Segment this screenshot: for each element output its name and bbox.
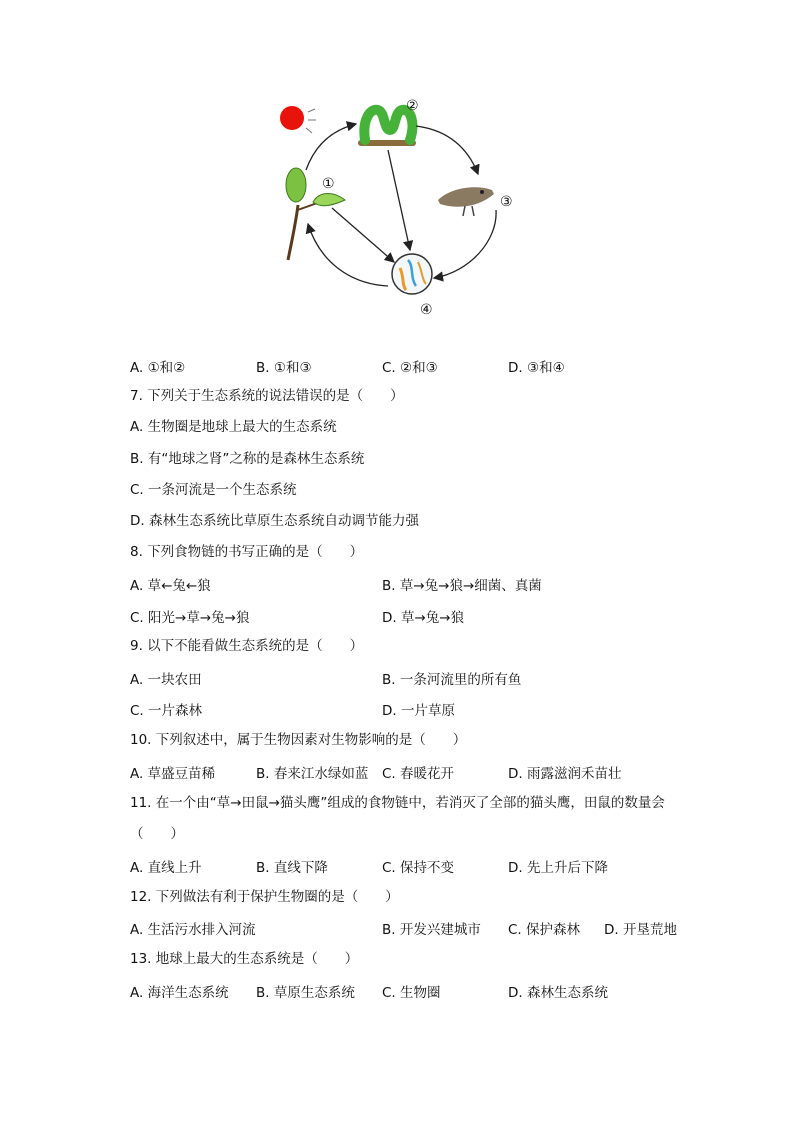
q6-option-d[interactable]: D. ③和④ (508, 360, 565, 376)
label-3: ③ (500, 194, 513, 210)
q13-option-b[interactable]: B. 草原生态系统 (256, 985, 355, 1001)
q9-option-a[interactable]: A. 一块农田 (130, 672, 202, 688)
q11-option-d[interactable]: D. 先上升后下降 (508, 860, 608, 876)
q7-stem: 7. 下列关于生态系统的说法错误的是（ ） (130, 388, 404, 404)
q10-option-d[interactable]: D. 雨露滋润禾苗壮 (508, 766, 622, 782)
q11-option-a[interactable]: A. 直线上升 (130, 860, 202, 876)
q11-stem-bracket: （ ） (130, 826, 184, 842)
q8-option-b[interactable]: B. 草→兔→狼→细菌、真菌 (382, 578, 542, 594)
q7-option-b[interactable]: B. 有“地球之肾”之称的是森林生态系统 (130, 451, 365, 467)
q7-option-d[interactable]: D. 森林生态系统比草原生态系统自动调节能力强 (130, 513, 419, 529)
q10-option-a[interactable]: A. 草盛豆苗稀 (130, 766, 216, 782)
label-2: ② (406, 98, 419, 114)
q10-option-b[interactable]: B. 春来江水绿如蓝 (256, 766, 369, 782)
q13-option-c[interactable]: C. 生物圈 (382, 985, 441, 1001)
bird-icon (438, 187, 494, 216)
q11-stem: 11. 在一个由“草→田鼠→猫头鹰”组成的食物链中，若消灭了全部的猫头鹰，田鼠的数量会 (130, 795, 665, 811)
q11-option-c[interactable]: C. 保持不变 (382, 860, 455, 876)
q13-option-a[interactable]: A. 海洋生态系统 (130, 985, 229, 1001)
q12-option-a[interactable]: A. 生活污水排入河流 (130, 922, 256, 938)
q12-stem: 12. 下列做法有利于保护生物圈的是（ ） (130, 889, 399, 905)
q8-option-c[interactable]: C. 阳光→草→兔→狼 (130, 610, 250, 626)
decomposer-microbe-icon (392, 254, 432, 294)
q8-stem: 8. 下列食物链的书写正确的是（ ） (130, 544, 364, 560)
label-4: ④ (420, 302, 433, 318)
q9-option-b[interactable]: B. 一条河流里的所有鱼 (382, 672, 522, 688)
q7-option-a[interactable]: A. 生物圈是地球上最大的生态系统 (130, 419, 337, 435)
q9-option-d[interactable]: D. 一片草原 (382, 703, 455, 719)
q12-option-b[interactable]: B. 开发兴建城市 (382, 922, 481, 938)
q6-option-c[interactable]: C. ②和③ (382, 360, 438, 376)
q13-option-d[interactable]: D. 森林生态系统 (508, 985, 608, 1001)
label-1: ① (322, 176, 335, 192)
q9-stem: 9. 以下不能看做生态系统的是（ ） (130, 638, 364, 654)
leaf-plant-icon (286, 168, 345, 260)
q8-option-d[interactable]: D. 草→兔→狼 (382, 610, 465, 626)
q12-option-d[interactable]: D. 开垦荒地 (604, 922, 677, 938)
q7-option-c[interactable]: C. 一条河流是一个生态系统 (130, 482, 297, 498)
q13-stem: 13. 地球上最大的生态系统是（ ） (130, 951, 359, 967)
q12-option-c[interactable]: C. 保护森林 (508, 922, 581, 938)
q11-option-b[interactable]: B. 直线下降 (256, 860, 328, 876)
ecosystem-cycle-diagram (270, 90, 530, 325)
q10-stem: 10. 下列叙述中，属于生物因素对生物影响的是（ ） (130, 732, 467, 748)
q10-option-c[interactable]: C. 春暖花开 (382, 766, 455, 782)
q6-option-a[interactable]: A. ①和② (130, 360, 186, 376)
q8-option-a[interactable]: A. 草←兔←狼 (130, 578, 211, 594)
sun-icon (280, 106, 316, 133)
caterpillar-icon (358, 110, 416, 146)
q6-option-b[interactable]: B. ①和③ (256, 360, 312, 376)
q9-option-c[interactable]: C. 一片森林 (130, 703, 203, 719)
